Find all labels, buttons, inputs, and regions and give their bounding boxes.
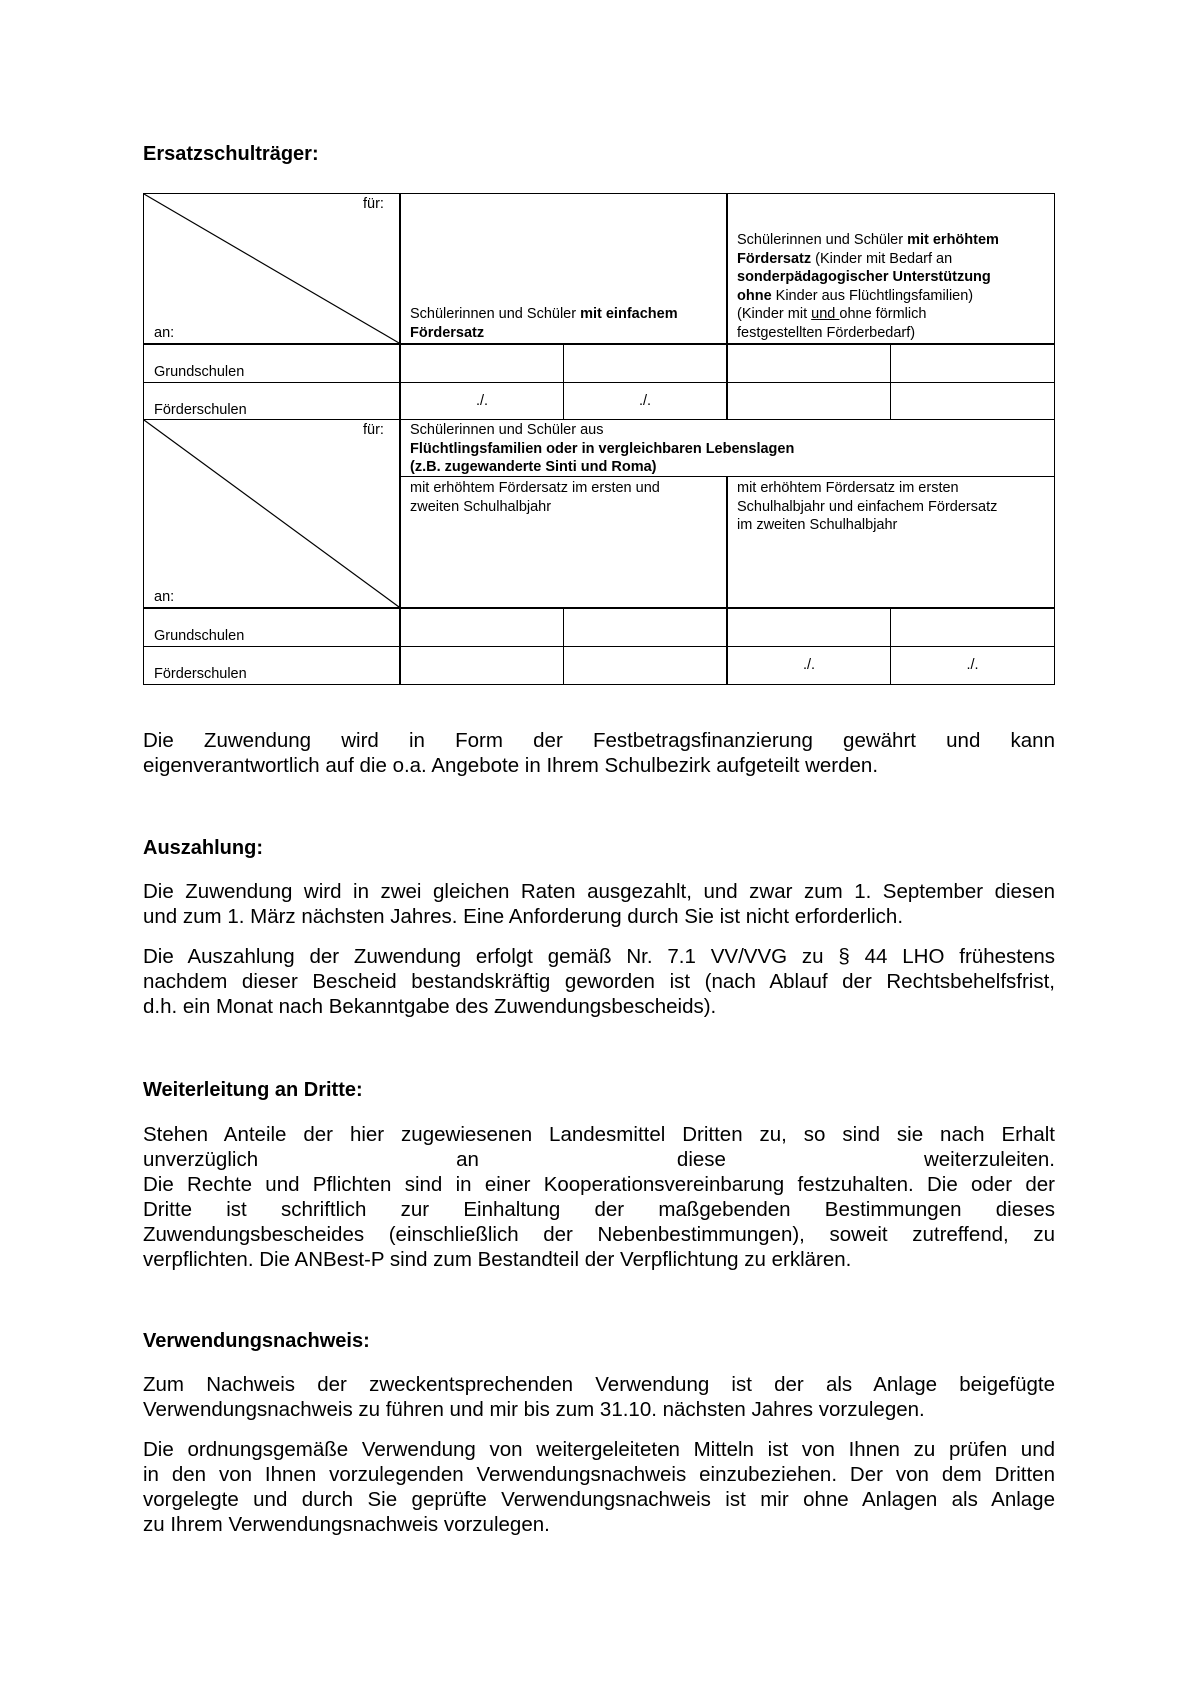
na-cell-1: ./. — [475, 393, 489, 409]
na-cell-4: ./. — [966, 657, 979, 673]
header-erhoeht: Schülerinnen und Schüler mit erhöhtem Fördersatz (Kinder mit Bedarf an sonderpädagogischer Unterstützung ohne Kinder aus Flüchtlingsfamilien) (Kinder mit und ohne förmlich festgestellten Förderbedarf) — [737, 232, 999, 341]
label-fuer-1: für: — [363, 196, 384, 212]
na-cell-3: ./. — [802, 657, 816, 673]
paragraph-auszahlung-2: Die Auszahlung der Zuwendung erfolgt gemäß Nr. 7.1 VV/VVG zu § 44 LHO frühestens nachdem dieser Bescheid bestandskräftig geworden ist (nach Ablauf der Rechtsbehelfsfrist, d.h. ein Monat nach Bekanntgabe des Zuwendungsbescheids). — [143, 945, 1055, 1018]
row-grundschulen-2: Grundschulen — [154, 628, 245, 644]
paragraph-verwendung-2: Die ordnungsgemäße Verwendung von weitergeleiteten Mitteln ist von Ihnen zu prüfen und in den von Ihnen vorzulegenden Verwendungsnachweis einzubeziehen. Der von dem Dritten vorgelegte und durch Sie geprüfte Verwendungsnachweis ist mir ohne Anlagen als Anlage zu Ihrem Verwendungsnachweis vorzulegen. — [143, 1438, 1055, 1536]
subheader-right: mit erhöhtem Fördersatz im ersten Schulhalbjahr und einfachem Fördersatz im zweiten Schulhalbjahr — [737, 480, 998, 533]
header-einfach: Schülerinnen und Schüler mit einfachem Fördersatz — [410, 306, 678, 341]
row-foerderschulen-2: Förderschulen — [154, 666, 247, 682]
paragraph-auszahlung-1: Die Zuwendung wird in zwei gleichen Raten ausgezahlt, und zwar zum 1. September diesen und zum 1. März nächsten Jahres. Eine Anforderung durch Sie ist nicht erforderlich. — [143, 880, 1055, 928]
paragraph-weiterleitung: Stehen Anteile der hier zugewiesenen Landesmittel Dritten zu, so sind sie nach Erhalt unverzüglich an diese weiterzuleiten. Die Rechte und Pflichten sind in einer Kooperationsvereinbarung festzuhalten. Die oder der Dritte ist schriftlich zur Einhaltung der maßgebenden Bestimmungen dieses Zuwendungsbescheides (einschließlich der Nebenbestimmungen), soweit zutreffend, zu verpflichten. Die ANBest-P sind zum Bestandteil der Verpflichtung zu erklären. — [143, 1123, 1055, 1271]
table-border-right — [1054, 193, 1055, 685]
heading-ersatzschultraeger: Ersatzschulträger: — [143, 143, 319, 165]
label-fuer-2: für: — [363, 422, 384, 438]
row-grundschulen-1: Grundschulen — [154, 364, 245, 380]
heading-verwendungsnachweis: Verwendungsnachweis: — [143, 1330, 370, 1352]
heading-weiterleitung: Weiterleitung an Dritte: — [143, 1079, 363, 1101]
diagonal-top — [144, 194, 399, 343]
na-cell-2: ./. — [638, 393, 652, 409]
paragraph-verwendung-1: Zum Nachweis der zweckentsprechenden Verwendung ist der als Anlage beigefügte Verwendungsnachweis zu führen und mir bis zum 31.10. nächsten Jahres vorzulegen. — [143, 1373, 1055, 1421]
subheader-left: mit erhöhtem Fördersatz im ersten und zweiten Schulhalbjahr — [410, 480, 660, 515]
row-foerderschulen-1: Förderschulen — [154, 402, 247, 418]
funding-table — [143, 193, 1055, 685]
header-fluechtlinge: Schülerinnen und Schüler aus Flüchtlingsfamilien oder in vergleichbaren Lebenslagen (z.B. zugewanderte Sinti und Roma) — [410, 422, 795, 475]
heading-auszahlung: Auszahlung: — [143, 837, 263, 859]
label-an-2: an: — [154, 589, 175, 605]
paragraph-zuwendung: Die Zuwendung wird in Form der Festbetragsfinanzierung gewährt und kann eigenverantwortlich auf die o.a. Angebote in Ihrem Schulbezirk aufgeteilt werden. — [143, 729, 1055, 777]
col-sep-2b — [726, 476, 728, 685]
label-an-1: an: — [154, 325, 175, 341]
diagonal-bottom — [144, 420, 399, 607]
col-sep-2a — [726, 193, 728, 420]
